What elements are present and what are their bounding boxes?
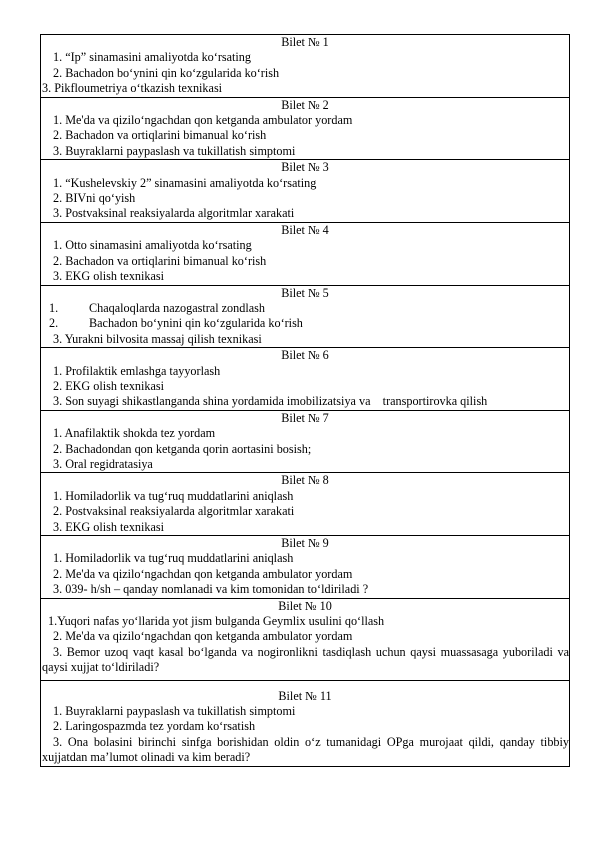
question-1: 1. Me'da va qizilo‘ngachdan qon ketganda ambulator yordam xyxy=(53,113,353,128)
question-1: 1. Homiladorlik va tug‘ruq muddatlarini aniqlash xyxy=(53,488,294,503)
question-1: 1. “Ip” sinamasini amaliyotda ko‘rsating xyxy=(53,50,251,65)
question-3: 3. Postvaksinal reaksiyalarda algoritmlar xarakati xyxy=(53,206,295,221)
ticket-title: Bilet № 7 xyxy=(281,410,329,425)
ticket-cell xyxy=(41,680,570,766)
ticket-cell xyxy=(41,598,570,680)
ticket-cell xyxy=(41,536,570,599)
question-1: 1. Buyraklarni paypaslash va tukillatish simptomi xyxy=(53,704,296,719)
ticket-row xyxy=(41,348,570,411)
ticket-row xyxy=(41,473,570,536)
question-3: 3. Bemor uzoq vaqt kasal bo‘lganda va nogironlikni tasdiqlash uchun qaysi muassasaga yuboriladi va qaysi xujjat to‘ldiriladi? xyxy=(42,644,569,675)
question-2: 2. Postvaksinal reaksiyalarda algoritmlar xarakati xyxy=(53,504,295,519)
question-text: Bachadon bo‘ynini qin ko‘zgularida ko‘rish xyxy=(89,316,303,331)
question-2: 2. Me'da va qizilo‘ngachdan qon ketganda ambulator yordam xyxy=(53,566,353,581)
question-2: 2. EKG olish texnikasi xyxy=(53,378,165,393)
question-3: 3. Pikfloumetriya o‘tkazish texnikasi xyxy=(42,81,223,96)
question-3: 3. EKG olish texnikasi xyxy=(53,519,165,534)
question-3: 3. Oral regidratasiya xyxy=(53,456,153,471)
ticket-cell xyxy=(41,348,570,411)
question-text: Chaqaloqlarda nazogastral zondlash xyxy=(89,300,265,315)
exam-tickets-table xyxy=(40,34,570,767)
ticket-cell xyxy=(41,285,570,348)
ticket-row xyxy=(41,97,570,160)
ticket-cell xyxy=(41,35,570,98)
spacer xyxy=(41,676,569,680)
ticket-title: Bilet № 8 xyxy=(281,473,329,488)
ticket-row xyxy=(41,536,570,599)
ticket-row xyxy=(41,680,570,766)
question-2: 2. Bachadon bo‘ynini qin ko‘zgularida ko‘rish xyxy=(53,65,280,80)
question-1: 1. Anafilaktik shokda tez yordam xyxy=(53,426,216,441)
ticket-row xyxy=(41,160,570,223)
ticket-cell xyxy=(41,160,570,223)
question-2: 2. BIVni qo‘yish xyxy=(53,191,136,206)
ticket-title: Bilet № 2 xyxy=(281,97,329,112)
question-1 xyxy=(41,301,569,316)
ticket-title: Bilet № 6 xyxy=(281,348,329,363)
ticket-title: Bilet № 1 xyxy=(281,35,329,49)
question-3: 3. 039- h/sh – qanday nomlanadi va kim tomonidan to‘ldiriladi ? xyxy=(53,582,369,597)
ticket-row xyxy=(41,285,570,348)
question-2: 2. Me'da va qizilo‘ngachdan qon ketganda ambulator yordam xyxy=(53,629,353,644)
question-2: 2. Bachadondan qon ketganda qorin aortasini bosish; xyxy=(53,441,312,456)
ticket-title: Bilet № 9 xyxy=(281,536,329,550)
ticket-cell xyxy=(41,222,570,285)
ticket-title: Bilet № 10 xyxy=(278,598,332,613)
question-3: 3. EKG olish texnikasi xyxy=(53,269,165,284)
ticket-row xyxy=(41,35,570,98)
question-1: 1.Yuqori nafas yo‘llarida yot jism bulganda Geymlix usulini qo‘llash xyxy=(48,614,385,629)
question-3: 3. Buyraklarni paypaslash va tukillatish simptomi xyxy=(53,143,296,158)
ticket-row xyxy=(41,222,570,285)
question-2 xyxy=(41,316,569,331)
question-number: 1. xyxy=(49,300,59,315)
question-2: 2. Laringospazmda tez yordam ko‘rsatish xyxy=(53,719,256,734)
ticket-title: Bilet № 3 xyxy=(281,160,329,175)
question-1: 1. Otto sinamasini amaliyotda ko‘rsating xyxy=(53,238,252,253)
ticket-cell xyxy=(41,410,570,473)
question-1: 1. Profilaktik emlashga tayyorlash xyxy=(53,363,221,378)
question-2: 2. Bachadon va ortiqlarini bimanual ko‘rish xyxy=(53,253,267,268)
question-1: 1. “Kushelevskiy 2” sinamasini amaliyotda ko‘rsating xyxy=(53,175,317,190)
question-number: 2. xyxy=(49,316,59,331)
question-3: 3. Yurakni bilvosita massaj qilish texnikasi xyxy=(53,331,262,346)
ticket-title: Bilet № 4 xyxy=(281,222,329,237)
question-1: 1. Homiladorlik va tug‘ruq muddatlarini aniqlash xyxy=(53,551,294,566)
ticket-cell xyxy=(41,473,570,536)
ticket-title: Bilet № 5 xyxy=(281,285,329,300)
ticket-row xyxy=(41,410,570,473)
question-3: 3. Ona bolasini birinchi sinfga borishidan oldin o‘z tumanidagi OPga murojaat qildi, qanday tibbiy xujjatdan ma’lumot olinadi va kim beradi? xyxy=(42,734,569,765)
ticket-row xyxy=(41,598,570,680)
question-2: 2. Bachadon va ortiqlarini bimanual ko‘rish xyxy=(53,128,267,143)
ticket-cell xyxy=(41,97,570,160)
ticket-title: Bilet № 11 xyxy=(278,688,332,703)
question-3: 3. Son suyagi shikastlanganda shina yordamida imobilizatsiya va transportirovka qilish xyxy=(53,394,488,409)
